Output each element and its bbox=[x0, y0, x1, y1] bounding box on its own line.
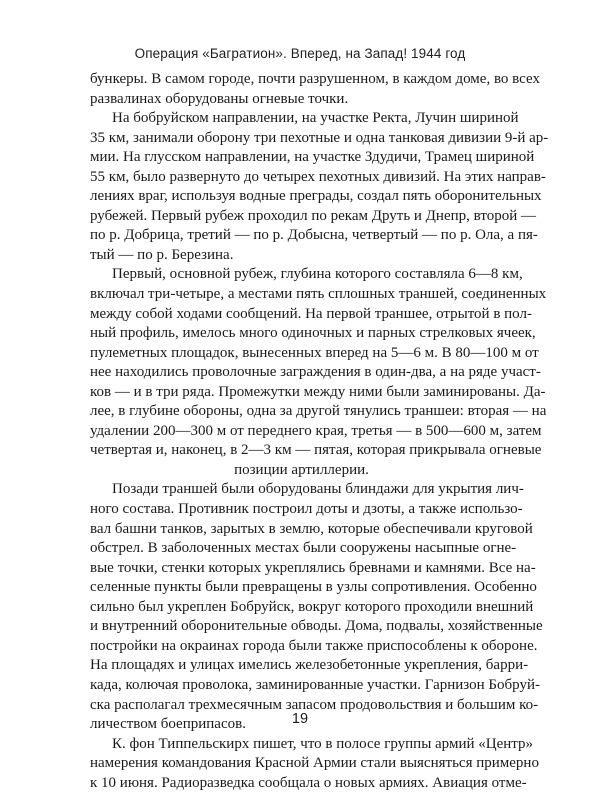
text-line: ков — и в три ряда. Промежутки между ними были заминированы. Да- bbox=[90, 383, 546, 400]
text-line: На бобруйском направлении, на участке Ректа, Лучин шириной bbox=[112, 110, 519, 127]
text-line: мии. На глусском направлении, на участке Здудичи, Трамец шириной bbox=[90, 149, 535, 166]
text-line: сильно был укреплен Бобруйск, вокруг которого проходили внешний bbox=[90, 598, 534, 615]
text-line: ный профиль, имелось много одиночных и парных стрелковых ячеек, bbox=[90, 325, 536, 342]
text-line: пулеметных площадок, вынесенных вперед на 5—6 м. В 80—100 м от bbox=[90, 344, 539, 361]
text-line: по р. Добрица, третий — по р. Добысна, четвертый — по р. Ола, а пя- bbox=[90, 227, 538, 244]
text-line: включал три-четыре, а местами пять сплошных траншей, соединенных bbox=[90, 286, 547, 303]
text-line: постройки на окраинах города были также приспособлены к обороне. bbox=[90, 637, 538, 654]
text-line: личеством боеприпасов. bbox=[90, 716, 246, 733]
body-text bbox=[90, 70, 549, 793]
text-line: 35 км, занимали оборону три пехотные и одна танковая дивизии 9-й ар- bbox=[90, 129, 549, 146]
running-header: Операция «Багратион». Вперед, на Запад! 1944 год bbox=[134, 46, 466, 61]
text-line: вал башни танков, зарытых в землю, которые обеспечивали круговой bbox=[90, 520, 533, 537]
text-line: селенные пункты были превращены в узлы сопротивления. Особенно bbox=[90, 579, 537, 596]
text-line: обстрел. В заболоченных местах были сооружены насыпные огне- bbox=[90, 540, 517, 557]
text-line: тый — по р. Березина. bbox=[90, 246, 234, 263]
page-number: 19 bbox=[291, 711, 309, 727]
text-line: рубежей. Первый рубеж проходил по рекам Друть и Днепр, второй — bbox=[90, 207, 536, 224]
text-line: ного состава. Противник построил доты и дзоты, а также использо- bbox=[90, 501, 523, 518]
text-line: лее, в глубине обороны, одна за другой тянулись траншеи: вторая — на bbox=[90, 403, 547, 420]
text-line: Позади траншей были оборудованы блиндажи для укрытия лич- bbox=[112, 481, 524, 498]
text-line: развалинах оборудованы огневые точки. bbox=[90, 90, 349, 107]
text-line: бункеры. В самом городе, почти разрушенном, в каждом доме, во всех bbox=[90, 71, 540, 87]
text-line: Первый, основной рубеж, глубина которого составляла 6—8 км, bbox=[112, 266, 523, 283]
text-line: между собой ходами сообщений. На первой траншее, отрытой в пол- bbox=[90, 305, 532, 322]
text-line: када, колючая проволока, заминированные участки. Гарнизон Бобруй- bbox=[90, 676, 540, 693]
text-line: ска располагал трехмесячным запасом продовольствия и большим ко- bbox=[90, 696, 539, 713]
text-line: и внутренний оборонительные обводы. Дома, подвалы, хозяйственные bbox=[90, 618, 543, 635]
text-line: лениях враг, используя водные преграды, создал пять оборонительных bbox=[90, 188, 542, 205]
text-line: На площадях и улицах имелись железобетонные укрепления, барри- bbox=[90, 657, 529, 674]
text-line: нее находились проволочные заграждения в один-два, а на ряде участ- bbox=[90, 364, 541, 381]
text-line: 55 км, было развернуто до четырех пехотных дивизий. На этих направ- bbox=[90, 168, 546, 185]
text-line: К. фон Типпельскирх пишет, что в полосе группы армий «Центр» bbox=[112, 735, 534, 752]
text-line: к 10 июня. Радиоразведка сообщала о новых армиях. Авиация отме- bbox=[90, 774, 527, 791]
text-line: позиции артиллерии. bbox=[234, 461, 369, 478]
text-line: удалении 200—300 м от переднего края, третья — в 500—600 м, затем bbox=[90, 422, 542, 439]
text-line: намерения командования Красной Армии стали выясняться примерно bbox=[90, 755, 539, 772]
text-line: вые точки, стенки которых укреплялись бревнами и камнями. Все на- bbox=[90, 559, 536, 576]
text-line: четвертая и, наконец, в 2—3 км — пятая, которая прикрывала огневые bbox=[90, 442, 542, 459]
